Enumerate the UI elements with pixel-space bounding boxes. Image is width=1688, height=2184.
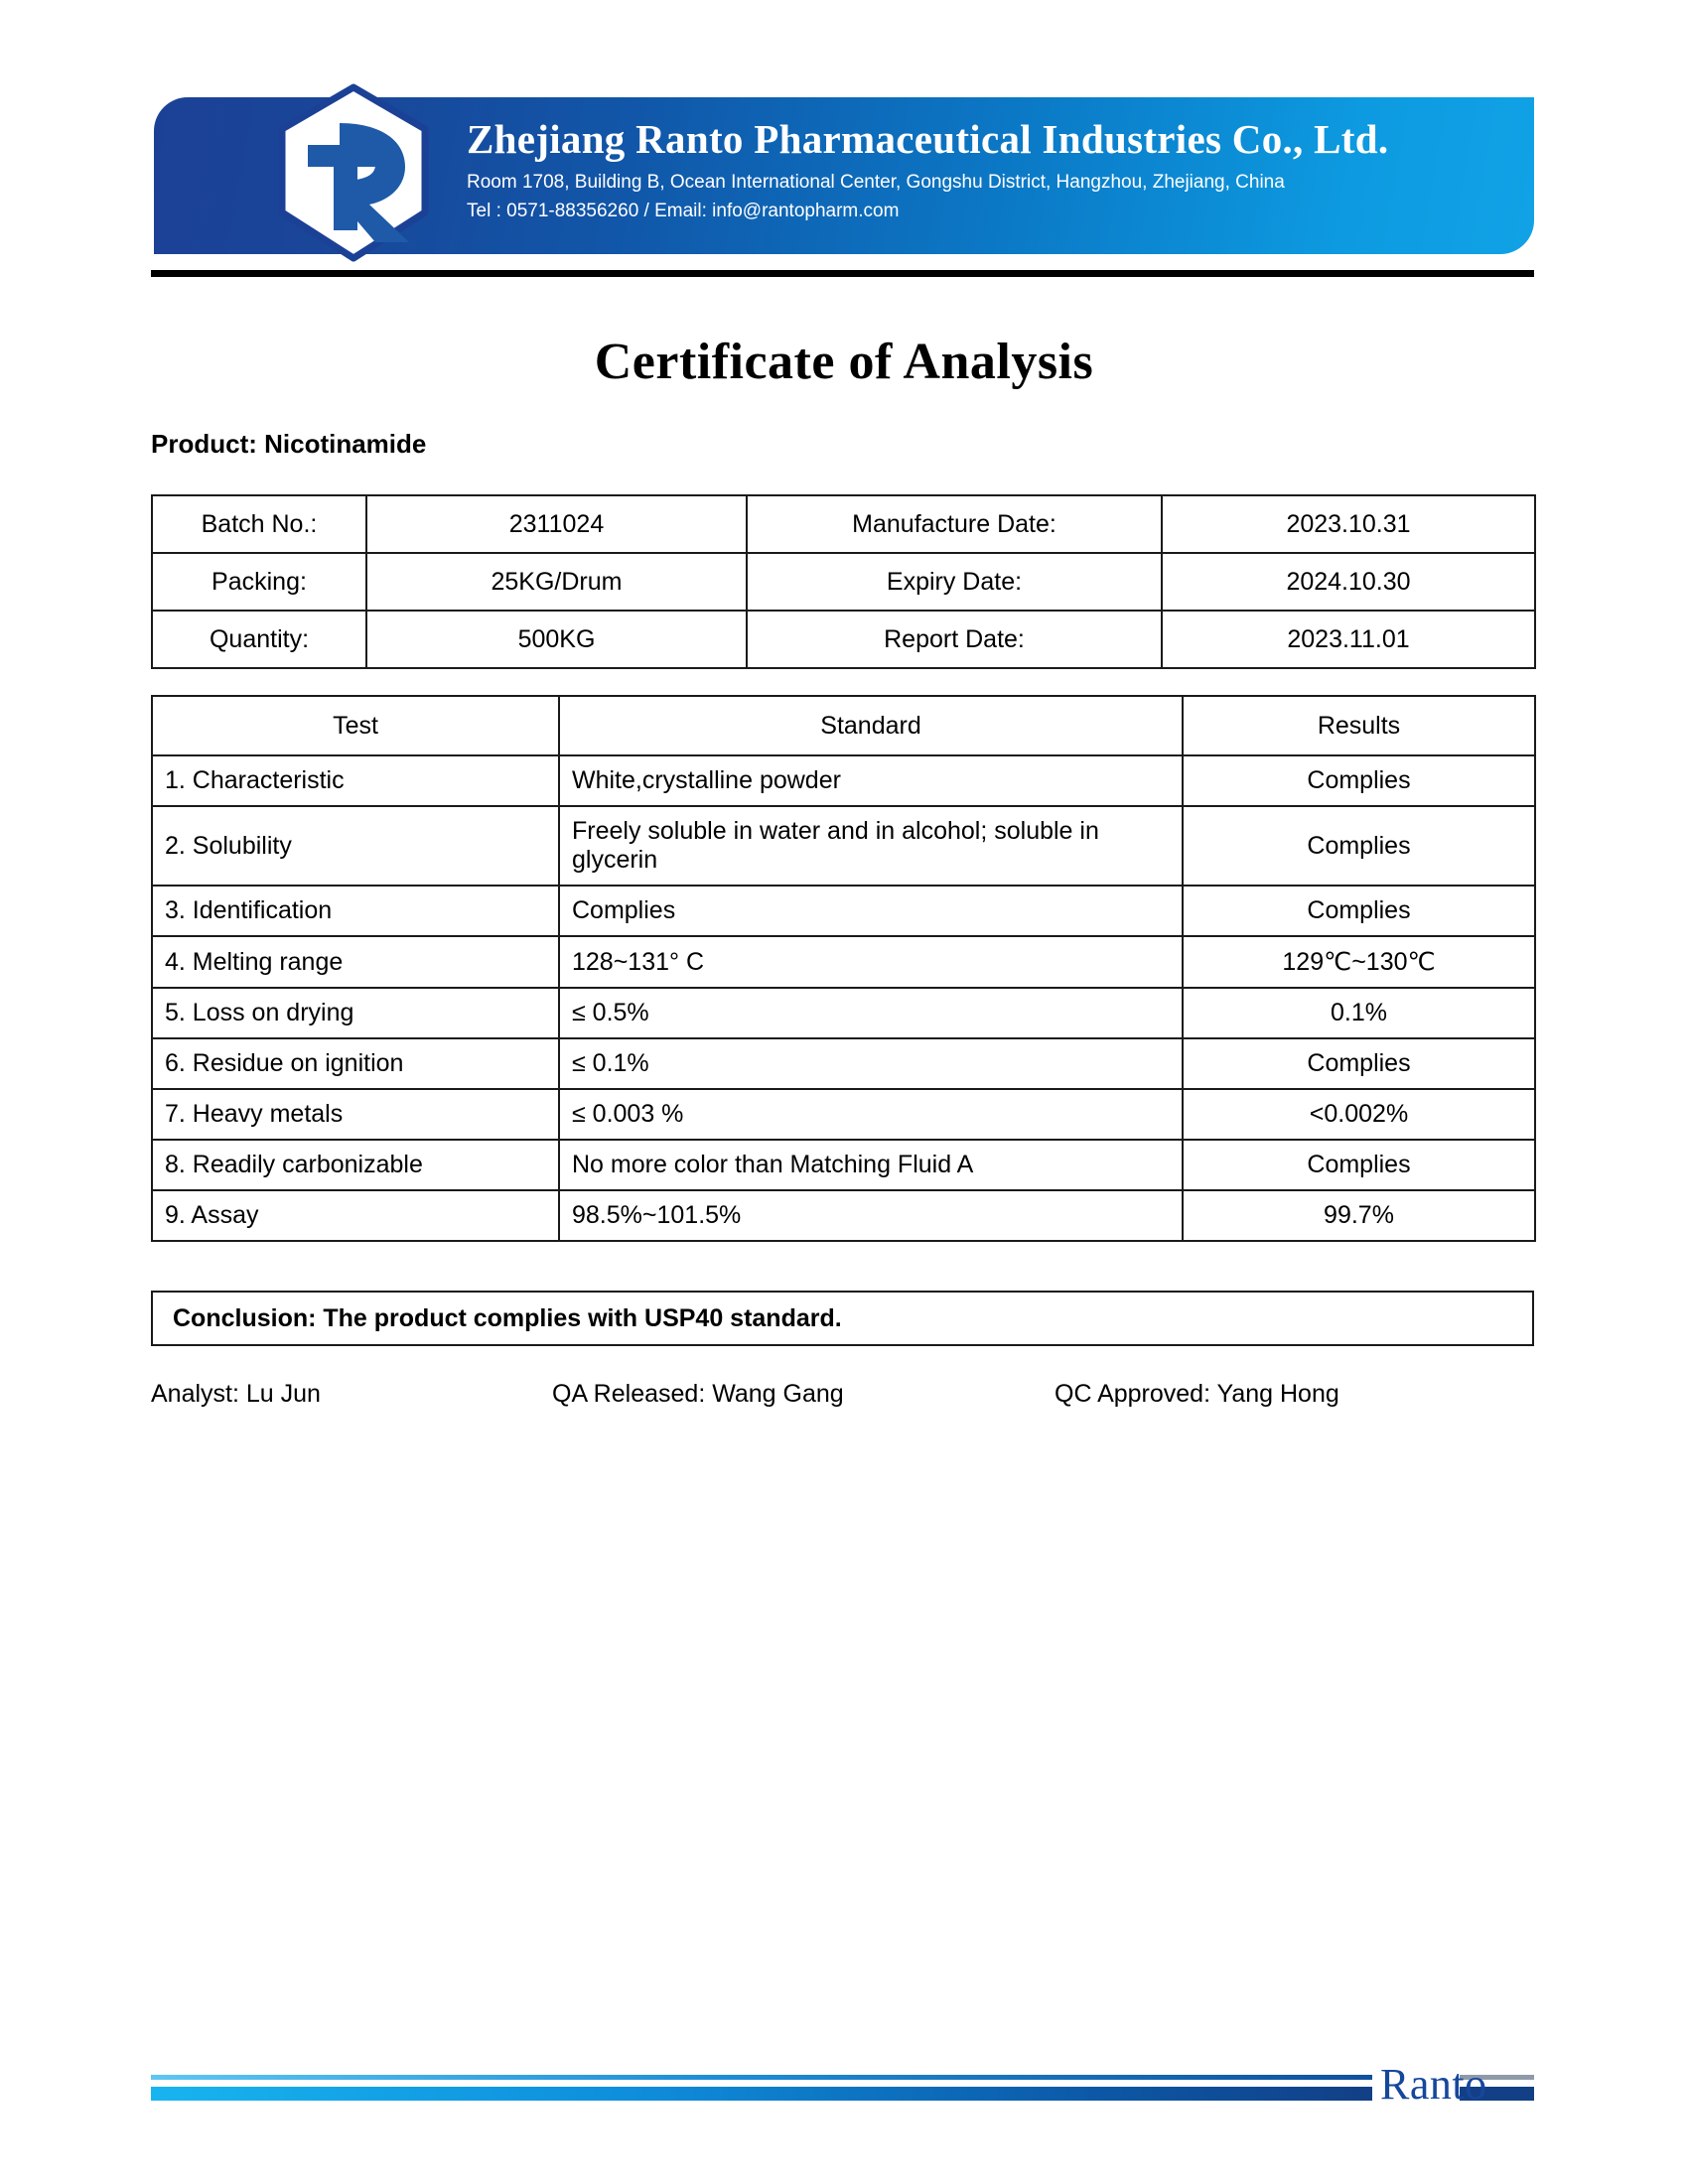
- test-standard: ≤ 0.5%: [559, 988, 1183, 1038]
- table-row: [152, 495, 1535, 553]
- test-result: Complies: [1183, 755, 1535, 806]
- test-standard: ≤ 0.003 %: [559, 1089, 1183, 1140]
- table-row: [152, 755, 1535, 806]
- batch-info-table: [151, 494, 1536, 669]
- test-result: 129℃~130℃: [1183, 936, 1535, 988]
- info-value: 2023.11.01: [1162, 611, 1535, 668]
- test-standard: 128~131° C: [559, 936, 1183, 988]
- test-name: 6. Residue on ignition: [152, 1038, 559, 1089]
- test-name: 7. Heavy metals: [152, 1089, 559, 1140]
- info-label: Packing:: [152, 553, 366, 611]
- tr-hexagon-shield-icon: [282, 87, 425, 258]
- info-label: Manufacture Date:: [747, 495, 1162, 553]
- info-label: Quantity:: [152, 611, 366, 668]
- company-address: Room 1708, Building B, Ocean International Center, Gongshu District, Hangzhou, Zhejiang, China: [467, 172, 1285, 194]
- test-result: Complies: [1183, 1038, 1535, 1089]
- conclusion-text: Conclusion: The product complies with USP40 standard.: [173, 1303, 842, 1332]
- column-header-test: Test: [152, 696, 559, 755]
- column-header-standard: Standard: [559, 696, 1183, 755]
- column-header-results: Results: [1183, 696, 1535, 755]
- table-header-row: [152, 696, 1535, 755]
- info-label: Batch No.:: [152, 495, 366, 553]
- info-value: 2023.10.31: [1162, 495, 1535, 553]
- header-divider: [151, 270, 1534, 277]
- page-footer: [151, 2060, 1534, 2122]
- footer-bar-thick: [151, 2087, 1372, 2101]
- company-info: [467, 117, 1460, 225]
- info-value: 25KG/Drum: [366, 553, 747, 611]
- test-name: 5. Loss on drying: [152, 988, 559, 1038]
- info-label: Report Date:: [747, 611, 1162, 668]
- table-row: [152, 1089, 1535, 1140]
- page-title: Certificate of Analysis: [594, 334, 1094, 390]
- table-row: [152, 611, 1535, 668]
- table-row: [152, 988, 1535, 1038]
- table-row: [152, 1038, 1535, 1089]
- company-name: Zhejiang Ranto Pharmaceutical Industries Co., Ltd.: [467, 116, 1389, 162]
- test-result: Complies: [1183, 1140, 1535, 1190]
- footer-bar-thin: [151, 2075, 1372, 2080]
- table-row: [152, 1140, 1535, 1190]
- qa-released-signature: QA Released: Wang Gang: [552, 1380, 844, 1408]
- test-result: Complies: [1183, 806, 1535, 886]
- test-result: <0.002%: [1183, 1089, 1535, 1140]
- test-result: Complies: [1183, 886, 1535, 936]
- analyst-signature: Analyst: Lu Jun: [151, 1380, 321, 1408]
- table-row: [152, 553, 1535, 611]
- test-name: 4. Melting range: [152, 936, 559, 988]
- test-name: 1. Characteristic: [152, 755, 559, 806]
- test-standard: No more color than Matching Fluid A: [559, 1140, 1183, 1190]
- test-standard: 98.5%~101.5%: [559, 1190, 1183, 1241]
- test-name: 3. Identification: [152, 886, 559, 936]
- product-name: Product: Nicotinamide: [151, 429, 427, 459]
- company-logo: [270, 83, 437, 264]
- test-name: 8. Readily carbonizable: [152, 1140, 559, 1190]
- info-value: 2024.10.30: [1162, 553, 1535, 611]
- company-contact: Tel : 0571-88356260 / Email: info@rantopharm.com: [467, 200, 900, 221]
- footer-wordmark: Ranto: [1380, 2060, 1487, 2109]
- info-value: 2311024: [366, 495, 747, 553]
- info-value: 500KG: [366, 611, 747, 668]
- table-row: [152, 886, 1535, 936]
- conclusion-box: [151, 1291, 1534, 1346]
- table-row: [152, 936, 1535, 988]
- test-name: 2. Solubility: [152, 806, 559, 886]
- test-result: 99.7%: [1183, 1190, 1535, 1241]
- test-standard: Complies: [559, 886, 1183, 936]
- table-row: [152, 806, 1535, 886]
- test-result: 0.1%: [1183, 988, 1535, 1038]
- test-results-table: [151, 695, 1536, 1242]
- test-standard: Freely soluble in water and in alcohol; soluble in glycerin: [559, 806, 1183, 886]
- qc-approved-signature: QC Approved: Yang Hong: [1055, 1380, 1339, 1408]
- info-label: Expiry Date:: [747, 553, 1162, 611]
- signature-row: [151, 1380, 1534, 1420]
- test-standard: White,crystalline powder: [559, 755, 1183, 806]
- test-name: 9. Assay: [152, 1190, 559, 1241]
- test-standard: ≤ 0.1%: [559, 1038, 1183, 1089]
- table-row: [152, 1190, 1535, 1241]
